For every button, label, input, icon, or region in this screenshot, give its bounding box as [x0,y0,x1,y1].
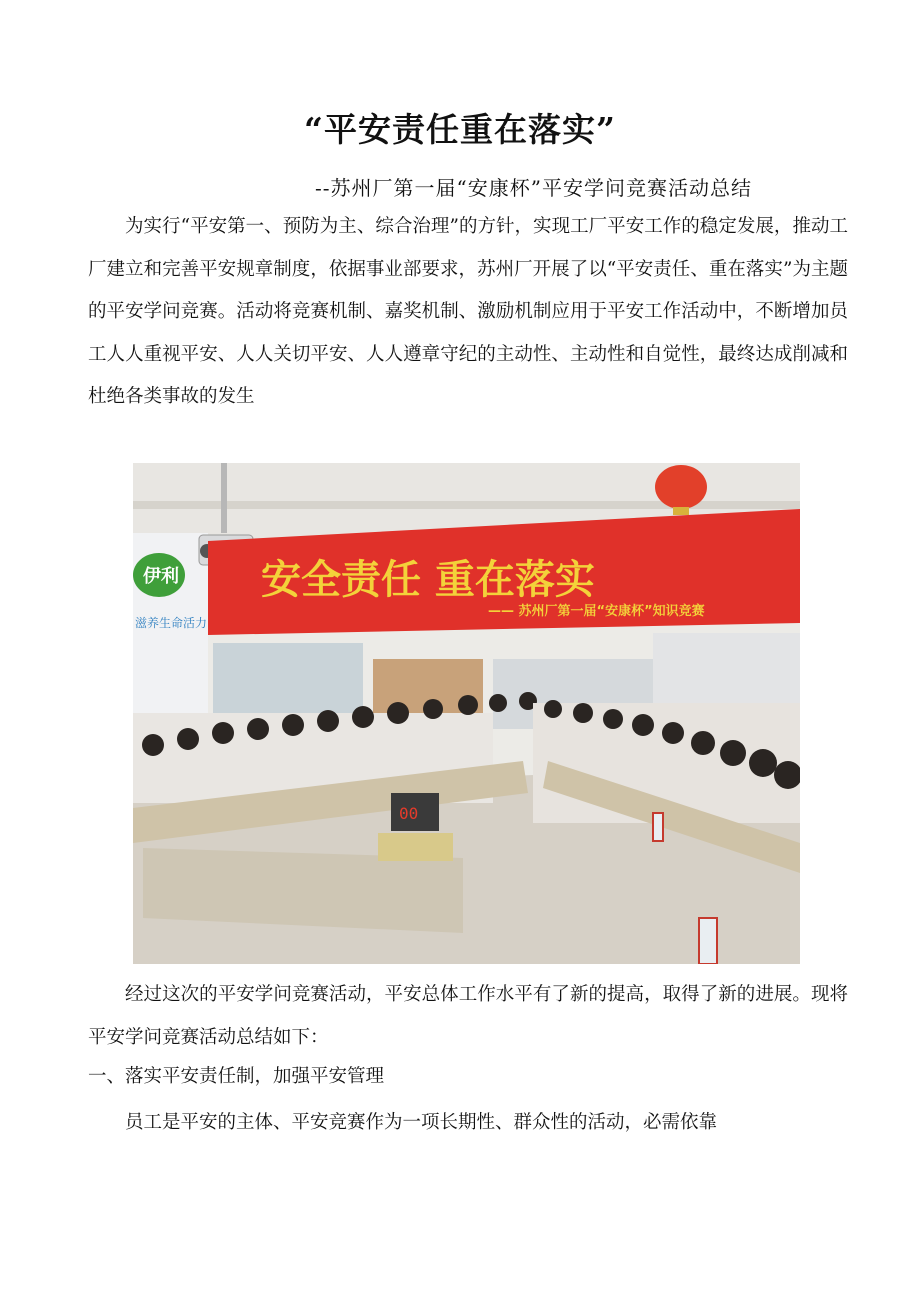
wall-logo-text: 伊利 [143,566,179,587]
document-subtitle: --苏州厂第一届“安康杯”平安学问竞赛活动总结 [315,176,752,200]
intro-paragraph: 为实行“平安第一、预防为主、综合治理”的方针，实现工厂平安工作的稳定发展，推动工厂建立和完善平安规章制度，依据事业部要求，苏州厂开展了以“平安责任、重在落实”为主题的平安学问竞赛。活动将竞赛机制、嘉奖机制、激励机制应用于平安工作活动中，不断增加员工人人重视平安、人人关切平安、人人遵章守纪的主动性、主动性和自觉性，最终达成削减和杜绝各类事故的发生 [88,216,848,407]
summary-paragraph: 经过这次的平安学问竞赛活动，平安总体工作水平有了新的提高，取得了新的进展。现将平安学问竞赛活动总结如下： [88,984,848,1048]
section-heading-1: 一、落实平安责任制，加强平安管理 [88,1066,385,1087]
banner-main-text: 安全责任 重在落实 [261,557,595,603]
section1-paragraph: 员工是平安的主体、平安竞赛作为一项长期性、群众性的活动，必需依靠 [125,1112,718,1133]
banner-sub-text: —— 苏州厂第一届“安康杯”知识竞赛 [488,604,705,619]
document-title: “平安责任重在落实” [304,110,616,149]
event-photo [133,463,800,964]
red-lantern [655,465,707,509]
scoreboard-digits: 00 [399,804,419,823]
wall-slogan: 滋养生命活力 [135,616,208,630]
